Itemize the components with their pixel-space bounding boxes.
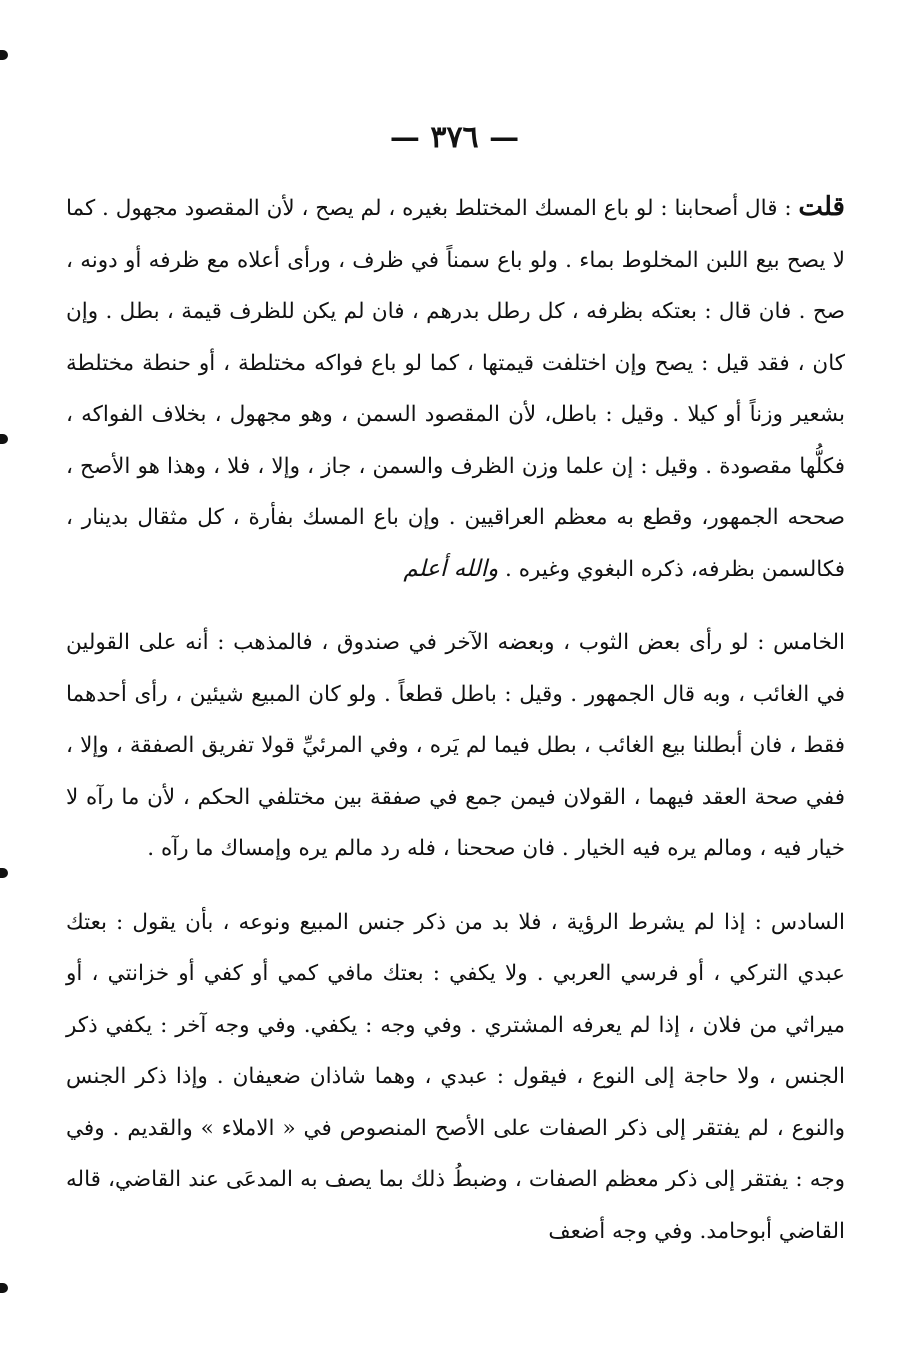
- margin-mark: [0, 434, 8, 444]
- page-body: [66, 182, 845, 1257]
- paragraph-fifth: [66, 617, 845, 875]
- margin-mark: [0, 50, 8, 60]
- paragraph-sixth: [66, 897, 845, 1258]
- paragraph-lead: قلت: [798, 192, 845, 222]
- margin-mark: [0, 1283, 8, 1293]
- paragraph-text: السادس : إذا لم يشرط الرؤية ، فلا بد من ذكر جنس المبيع ونوعه ، بأن يقول : بعتك عبدي التركي ، أو فرسي العربي . ولا يكفي : بعتك مافي كمي أو كفي أو خزانتي ، أو ميراثي من فلان ، إذا لم يعرفه المشتري . وفي وجه : يكفي. وفي وجه آخر : يكفي ذكر الجنس ، ولا حاجة إلى النوع ، فيقول : عبدي ، وهما شاذان ضعيفان . وإذا ذكر الجنس والنوع ، لم يفتقر إلى ذكر الصفات على الأصح المنصوص في « الاملاء » والقديم . وفي وجه : يفتقر إلى ذكر معظم الصفات ، وضبطُ ذلك بما يصف به المدعَى عند القاضي، قاله القاضي أبوحامد. وفي وجه أضعف: [66, 909, 845, 1244]
- page-number: — ٣٧٦ —: [389, 120, 520, 155]
- margin-mark: [0, 868, 8, 878]
- paragraph-text: : قال أصحابنا : لو باع المسك المختلط بغيره ، لم يصح ، لأن المقصود مجهول . كما لا يصح بيع اللبن المخلوط بماء . ولو باع سمناً في ظرف ، ورأى أعلاه مع ظرفه أو دونه ، صح . فان قال : بعتكه بظرفه ، كل رطل بدرهم ، فان لم يكن للظرف قيمة ، بطل . وإن كان ، فقد قيل : يصح وإن اختلفت قيمتها ، كما لو باع فواكه مختلطة ، أو حنطة مختلطة بشعير وزناً أو كيلا . وقيل : باطل، لأن المقصود السمن ، وهو مجهول ، بخلاف الفواكه ، فكلُّها مقصودة . وقيل : إن علما وزن الظرف والسمن ، جاز ، وإلا ، فلا ، وهذا هو الأصح ، صححه الجمهور، وقطع به معظم العراقيين . وإن باع المسك بفأرة ، كل مثقال بدينار ، فكالسمن بظرفه، ذكره البغوي وغيره .: [66, 196, 845, 582]
- paragraph-text: الخامس : لو رأى بعض الثوب ، وبعضه الآخر في صندوق ، فالمذهب : أنه على القولين في الغائب ، وبه قال الجمهور . وقيل : باطل قطعاً . ولو كان المبيع شيئين ، رأى أحدهما فقط ، فان أبطلنا بيع الغائب ، بطل فيما لم يَره ، وفي المرئيِّ قولا تفريق الصفقة ، وإلا ، ففي صحة العقد فيهما ، القولان فيمن جمع في صفقة بين مختلفي الحكم ، لأن ما رآه لا خيار فيه ، ومالم يره فيه الخيار . فان صححنا ، فله رد مالم يره وإمساك ما رآه .: [66, 630, 845, 861]
- paragraph-qultu: [66, 182, 845, 595]
- closing-phrase: والله أعلم: [403, 555, 499, 582]
